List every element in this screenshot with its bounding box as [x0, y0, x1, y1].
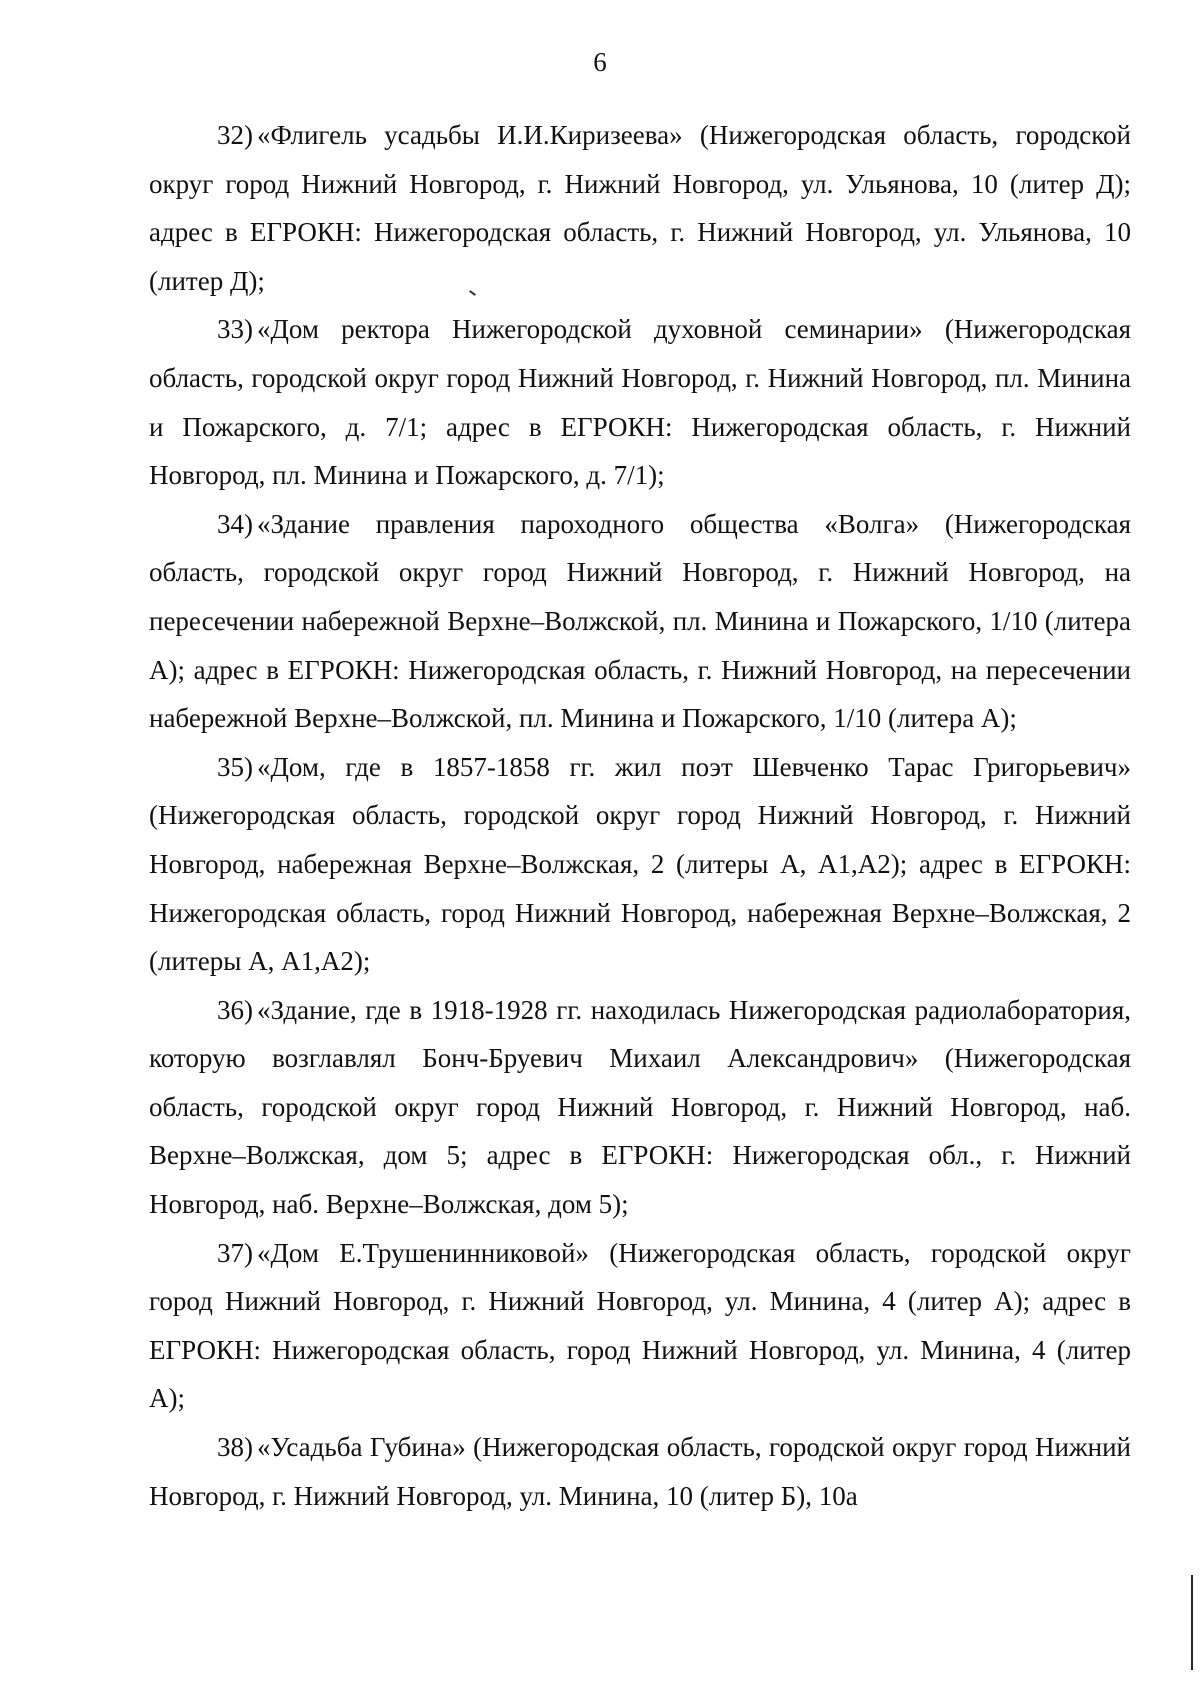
list-item [149, 305, 1131, 499]
list-item [149, 111, 1131, 305]
item-text: «Здание, где в 1918-1928 гг. находилась Нижегородская радиолаборатория, которую возглавлял Бонч-Бруевич Михаил Александрович» (Нижегородская область, городской округ город Нижний Новгород, г. Нижний Новгород, наб. Верхне–Волжская, дом 5; адрес в ЕГРОКН: Нижегородская обл., г. Нижний Новгород, наб. Верхне–Волжская, дом 5); [149, 994, 1131, 1220]
item-number: 38) [217, 1432, 253, 1463]
list-item [149, 986, 1131, 1229]
item-number: 33) [217, 314, 253, 345]
item-text: «Флигель усадьбы И.И.Киризеева» (Нижегородская область, городской округ город Нижний Новгород, г. Нижний Новгород, ул. Ульянова, 10 (литер Д); адрес в ЕГРОКН: Нижегородская область, г. Нижний Новгород, ул. Ульянова, 10 (литер Д); [149, 120, 1131, 296]
item-text: «Дом, где в 1857-1858 гг. жил поэт Шевченко Тарас Григорьевич» (Нижегородская область, городской округ город Нижний Новгород, г. Нижний Новгород, набережная Верхне–Волжская, 2 (литеры А, А1,А2); адрес в ЕГРОКН: Нижегородская область, город Нижний Новгород, набережная Верхне–Волжская, 2 (литеры А, А1,А2); [149, 751, 1131, 977]
page-number: 6 [593, 47, 607, 77]
item-number: 32) [217, 120, 253, 150]
list-item [149, 1423, 1131, 1520]
item-number: 34) [217, 508, 253, 539]
list-item [149, 1229, 1131, 1423]
item-number: 36) [217, 994, 253, 1025]
numbered-list [149, 111, 1131, 1520]
item-text: «Здание правления пароходного общества «Волга» (Нижегородская область, городской округ город Нижний Новгород, г. Нижний Новгород, на пересечении набережной Верхне–Волжской, пл. Минина и Пожарского, 1/10 (литера А); адрес в ЕГРОКН: Нижегородская область, г. Нижний Новгород, на пересечении набережной Верхне–Волжской, пл. Минина и Пожарского, 1/10 (литера А); [149, 508, 1131, 734]
list-item [149, 743, 1131, 986]
item-number: 37) [217, 1237, 253, 1268]
list-item [149, 500, 1131, 743]
item-text: «Дом ректора Нижегородской духовной семинарии» (Нижегородская область, городской округ город Нижний Новгород, г. Нижний Новгород, пл. Минина и Пожарского, д. 7/1; адрес в ЕГРОКН: Нижегородская область, г. Нижний Новгород, пл. Минина и Пожарского, д. 7/1); [149, 314, 1131, 491]
item-text: «Дом Е.Трушенинниковой» (Нижегородская область, городской округ город Нижний Новгород, г. Нижний Новгород, ул. Минина, 4 (литер А); адрес в ЕГРОКН: Нижегородская область, город Нижний Новгород, ул. Минина, 4 (литер А); [149, 1237, 1131, 1414]
scan-edge-line [1191, 1575, 1193, 1670]
item-text: «Усадьба Губина» (Нижегородская область, городской округ город Нижний Новгород, г. Нижний Новгород, ул. Минина, 10 (литер Б), 10а [149, 1432, 1131, 1511]
item-number: 35) [217, 751, 253, 782]
